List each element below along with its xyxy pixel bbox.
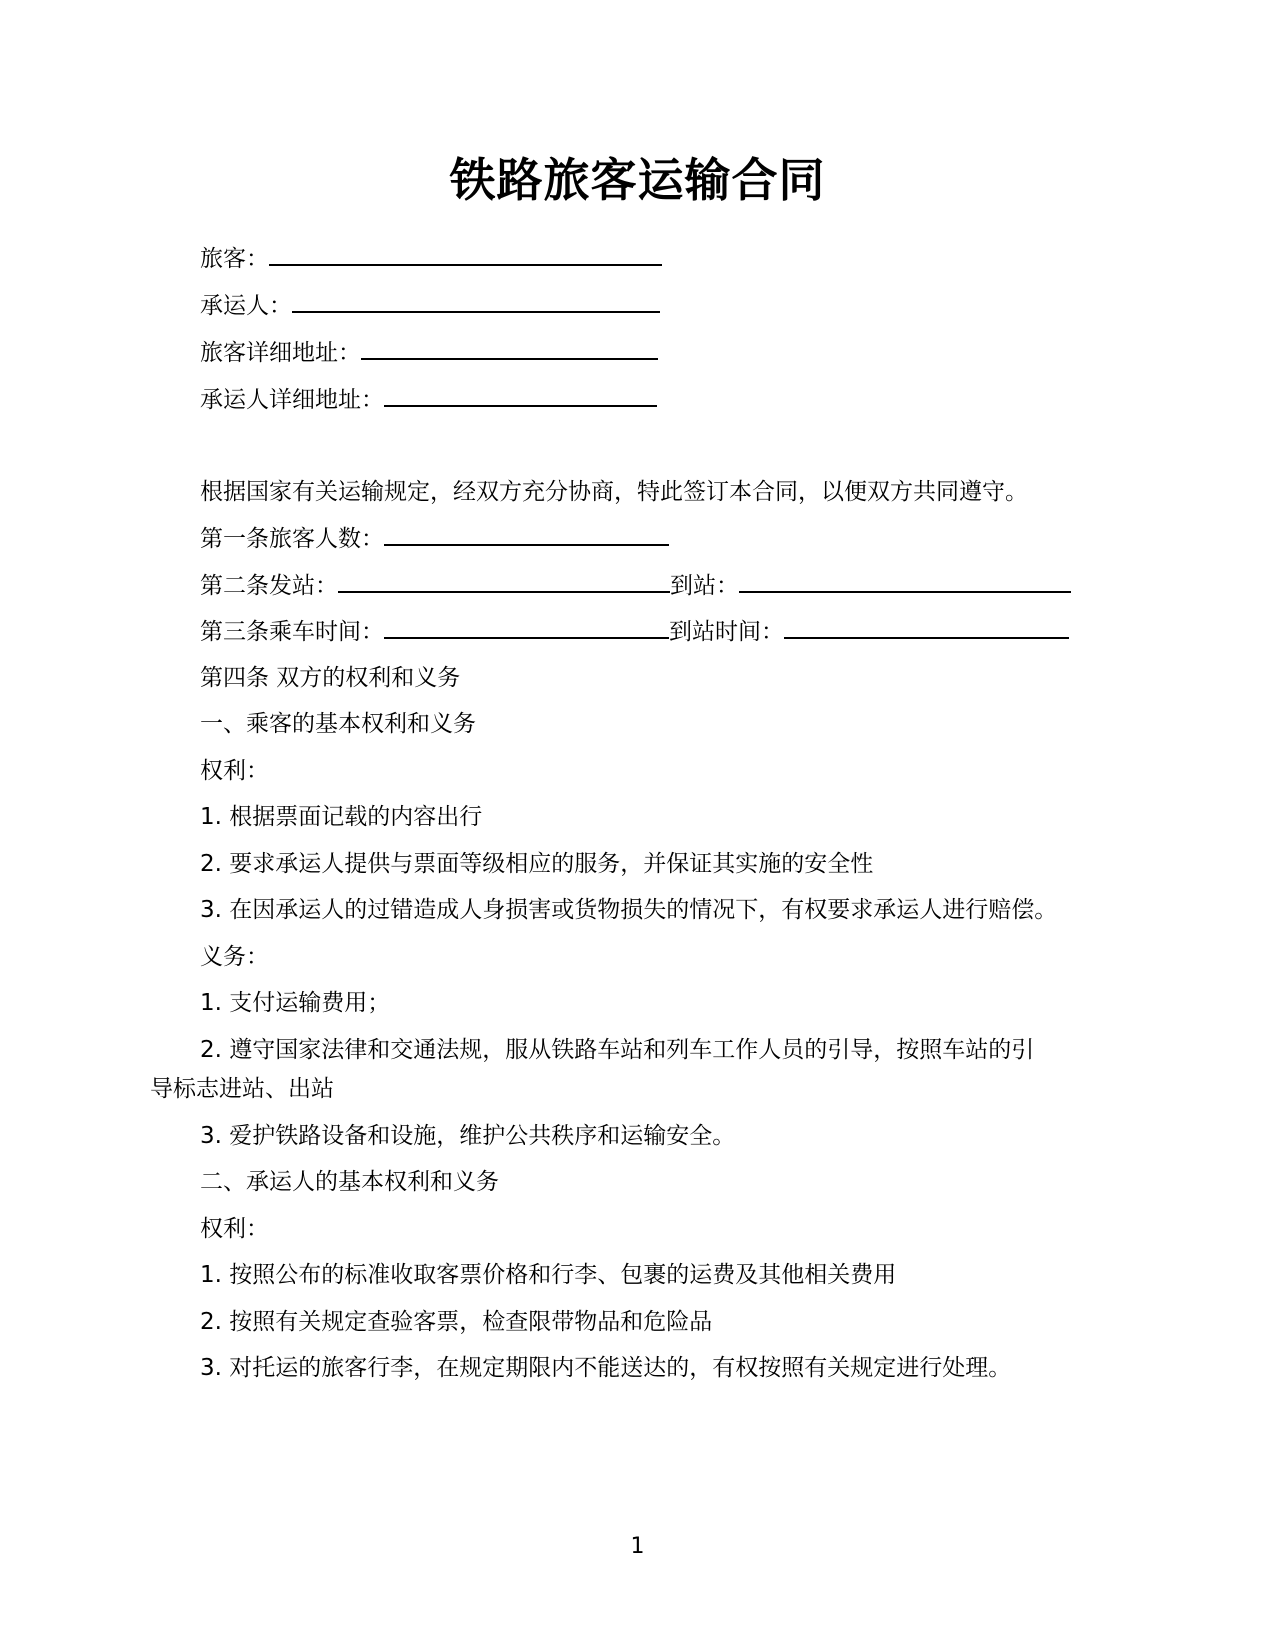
departure-station-blank[interactable] <box>338 569 670 593</box>
passenger-count-blank[interactable] <box>384 522 669 546</box>
section-1-duty-item: 2. 遵守国家法律和交通法规，服从铁路车站和列车工作人员的引导，按照车站的引 <box>200 1037 1035 1063</box>
carrier-address-field <box>200 383 657 416</box>
carrier-address-blank[interactable] <box>384 383 657 407</box>
section-2-right-item: 2. 按照有关规定查验客票，检查限带物品和危险品 <box>200 1309 713 1335</box>
section-1-right-item: 3. 在因承运人的过错造成人身损害或货物损失的情况下，有权要求承运人进行赔偿。 <box>200 897 1058 923</box>
section-1-heading: 一、乘客的基本权利和义务 <box>200 711 476 737</box>
arrival-time-blank[interactable] <box>784 615 1069 639</box>
section-1-duty-item: 1. 支付运输费用； <box>200 990 391 1016</box>
section-1-duty-item-continued: 导标志进站、出站 <box>150 1076 334 1102</box>
intro-paragraph: 根据国家有关运输规定，经双方充分协商，特此签订本合同，以便双方共同遵守。 <box>200 479 1028 505</box>
section-1-duty-item: 3. 爱护铁路设备和设施，维护公共秩序和运输安全。 <box>200 1123 736 1149</box>
carrier-label: 承运人： <box>200 293 292 319</box>
section-2-right-item: 1. 按照公布的标准收取客票价格和行李、包裹的运费及其他相关费用 <box>200 1262 897 1288</box>
passenger-label: 旅客： <box>200 246 269 272</box>
section-1-rights-label: 权利： <box>200 758 269 784</box>
article-2 <box>200 569 1071 602</box>
article-1-label: 第一条旅客人数： <box>200 526 384 552</box>
section-2-right-item: 3. 对托运的旅客行李，在规定期限内不能送达的，有权按照有关规定进行处理。 <box>200 1355 1012 1381</box>
arrival-station-blank[interactable] <box>739 569 1071 593</box>
passenger-address-field <box>200 336 658 369</box>
section-1-duties-label: 义务： <box>200 944 269 970</box>
document-title: 铁路旅客运输合同 <box>449 153 826 207</box>
passenger-address-label: 旅客详细地址： <box>200 340 361 366</box>
article-4-heading: 第四条 双方的权利和义务 <box>200 665 461 691</box>
carrier-address-label: 承运人详细地址： <box>200 387 384 413</box>
section-1-right-item: 1. 根据票面记载的内容出行 <box>200 804 483 830</box>
section-2-heading: 二、承运人的基本权利和义务 <box>200 1169 499 1195</box>
article-1 <box>200 522 669 555</box>
departure-time-blank[interactable] <box>384 615 669 639</box>
carrier-field <box>200 289 660 322</box>
carrier-blank[interactable] <box>292 289 660 313</box>
section-1-right-item: 2. 要求承运人提供与票面等级相应的服务，并保证其实施的安全性 <box>200 851 874 877</box>
arrival-time-label: 到站时间： <box>669 619 784 645</box>
article-3 <box>200 615 1069 648</box>
passenger-address-blank[interactable] <box>361 336 658 360</box>
passenger-blank[interactable] <box>269 242 662 266</box>
passenger-field <box>200 242 662 275</box>
departure-station-label: 第二条发站： <box>200 573 338 599</box>
arrival-station-label: 到站： <box>670 573 739 599</box>
departure-time-label: 第三条乘车时间： <box>200 619 384 645</box>
section-2-rights-label: 权利： <box>200 1216 269 1242</box>
page-number: 1 <box>630 1534 645 1559</box>
